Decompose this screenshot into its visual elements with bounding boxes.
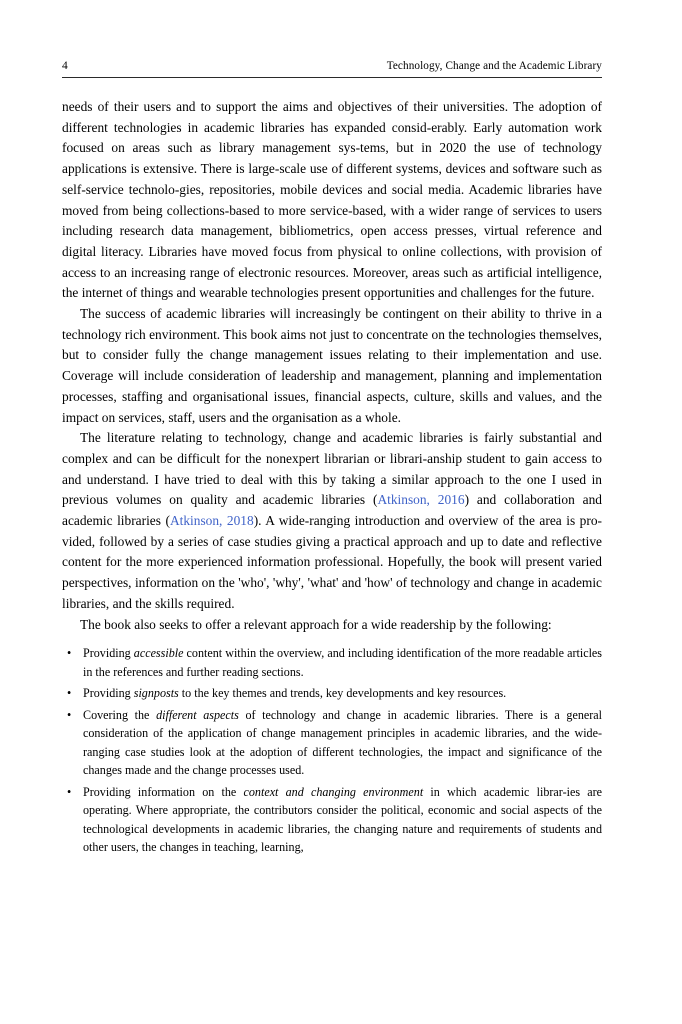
text-run: Covering the [83, 707, 157, 722]
bullet-icon: • [67, 707, 72, 722]
text-run: to the key themes and trends, key developments and key resources. [178, 686, 507, 701]
list-item [62, 783, 602, 857]
paragraph [62, 97, 602, 304]
text-run: The success of academic libraries will increasingly be contingent on their ability to thrive in a technology rich environment. This book aims not just to concentrate on the technologies themselves, but to consider fully the change management issues relating to their implementation and use. Coverage will include consideration of leadership and management, planning and implementation processes, staffing and organisational issues, financial aspects, culture, skills and values, and the impact on services, staff, users and the organisation as a whole. [62, 306, 602, 425]
bullet-icon: • [67, 646, 72, 661]
citation-link[interactable]: Atkinson, 2016 [377, 492, 465, 508]
text-run: ) and collaboration and academic libraries ( [62, 492, 602, 529]
paragraph-list [62, 97, 602, 635]
text-run: Providing [83, 646, 134, 661]
text-run: The book also seeks to offer a relevant approach for a wide readership by the following: [80, 616, 552, 632]
list-item-text [83, 708, 602, 778]
paragraph [62, 304, 602, 428]
paragraph [62, 428, 602, 614]
list-item [62, 706, 602, 780]
list-item [62, 684, 602, 703]
body-text [62, 97, 602, 857]
text-run: in which academic librar-ies are operating. Where appropriate, the contributors consider the political, economic and social aspects of the technological developments in academic libraries, the changing nature and requirements of students and other users, the changes in teaching, learning, [83, 784, 602, 855]
text-run: content within the overview, and including identification of the more readable articles in the references and further reading sections. [83, 646, 603, 679]
list-item [62, 644, 602, 681]
bullet-icon: • [67, 686, 72, 701]
paragraph [62, 615, 602, 636]
text-run: The literature relating to technology, change and academic libraries is fairly substantial and complex and can be difficult for the nonexpert librarian or librari-anship student to gain access to and understand. I have tried to deal with this by taking a similar approach to the one I used in previous volumes on quality and academic libraries ( [62, 430, 602, 508]
bullet-list [62, 644, 602, 857]
emphasis-text: context and changing environment [243, 784, 424, 799]
text-run: Providing information on the [83, 784, 244, 799]
text-run: of technology and change in academic libraries. There is a general consideration of the application of change management principles in academic libraries, and the wide-ranging case studies look at the adoption of different technologies, the impact and significance of the changes made and the change processes used. [83, 707, 602, 778]
bullet-icon: • [67, 784, 72, 799]
list-item-text [83, 686, 506, 700]
emphasis-text: different aspects [156, 707, 239, 722]
text-run: needs of their users and to support the aims and objectives of their universities. The adoption of different technologies in academic libraries has expanded consid-erably. Early automation work focused on areas such as library management sys-tems, but in 2020 the use of technology applications is extensive. There is large-scale use of different systems, devices and software such as self-service technolo-gies, repositories, mobile devices and social media. Academic libraries have moved from being collections-based to more service-based, with a wider range of services to users including research data management, bibliometrics, open access presses, virtual reference and digital literacy. Libraries have moved focus from physical to online collections, with provision of access to an increasing range of electronic resources. Moreover, areas such as artificial intelligence, the internet of things and wearable technologies present opportunities and challenges for the future. [62, 99, 602, 301]
text-run: Providing [83, 686, 134, 701]
emphasis-text: signposts [133, 686, 179, 701]
emphasis-text: accessible [133, 646, 184, 661]
text-run: ). A wide-ranging introduction and overview of the area is pro-vided, followed by a series of case studies giving a practical approach and up to date and reflective content for the more experienced information professional. Hopefully, the book will present varied perspectives, information on the 'who', 'why', 'what' and 'how' of technology and change in academic libraries, and the skills required. [62, 513, 602, 611]
page-content [62, 60, 602, 860]
citation-link[interactable]: Atkinson, 2018 [169, 513, 254, 529]
running-head [62, 60, 602, 78]
list-item-text [83, 785, 602, 855]
page-number: 4 [62, 60, 68, 72]
running-title: Technology, Change and the Academic Library [386, 60, 602, 72]
list-item-text [83, 646, 602, 679]
